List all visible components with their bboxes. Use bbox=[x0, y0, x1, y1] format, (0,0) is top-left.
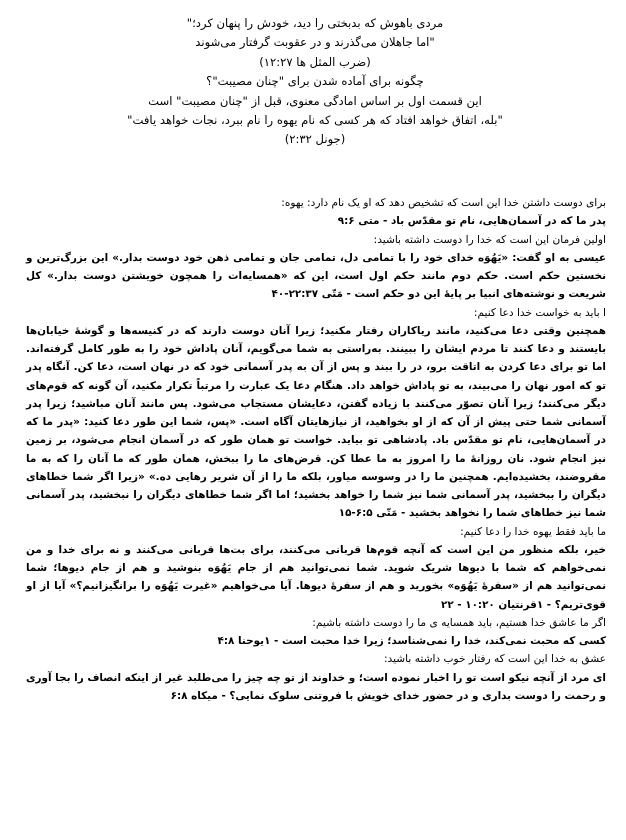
header-line: "بله، اتفاق خواهد افتاد که هر کسی که نام یهوه را نام ببرد، نجات خواهد یافت" bbox=[127, 113, 503, 128]
header-line: چگونه برای آماده شدن برای "چنان مصیبت"؟ bbox=[206, 74, 424, 89]
section-label: ا باید به خواست خدا دعا کنیم: bbox=[473, 306, 606, 319]
header-line: این قسمت اول بر اساس امادگی معنوی، قبل از "چنان مصیبت" است bbox=[148, 93, 482, 108]
scripture-paragraph: عیسی به او گفت: «یَهُوَه خدای خود را با تمامی دل، تمامی جان و تمامی ذهن خود دوست بدار.» این بزرگ‌ترین و نخستین حکم است. حکم دوم مانند حکم اول است، این که «همسایه‌ات را همچون خویشتن دوست بدار.» کل شریعت و نوشته‌های انبیا بر پایهٔ این دو حکم است - مَتّی ۲۲:۳۷-۴۰ bbox=[26, 251, 606, 301]
header-block bbox=[105, 14, 525, 150]
header-line: "اما جاهلان می‌گذرند و در عقوبت گرفتار می‌شوند bbox=[195, 35, 435, 50]
header-line: (جونل ۲:۳۲) bbox=[284, 132, 346, 147]
scripture-paragraph: خیر، بلکه منظور من این است که آنچه قوم‌ها قربانی می‌کنند، برای بت‌ها قربانی می‌کنند و نه برای خدا و من نمی‌خواهم که شما با دیوها شریک شوید. شما نمی‌توانید هم از جام یَهُوَه بنوشید و هم از جام دیوها؛ شما نمی‌توانید هم از «سفرهٔ یَهُوَه» بخورید و هم از سفرهٔ دیوها. آیا می‌خواهیم «غیرت یَهُوَه را برانگیزانیم؟» آیا از او قوی‌تریم؟ - ۱قرنتیان ۱۰:۲۰ - ۲۲ bbox=[26, 543, 606, 611]
header-line: (ضرب المثل ها ۱۲:۲۷) bbox=[259, 54, 371, 69]
scripture-paragraph: همچنین وقتی دعا می‌کنید، مانند ریاکاران رفتار مکنید؛ زیرا آنان دوست دارند که در کنیسه‌ها و گوشهٔ خیابان‌ها بایستند و دعا کنند تا مردم ایشان را ببینند. به‌راستی به شما می‌گویم، آنان پاداش خود را به طور کامل گرفته‌اند. اما تو برای دعا کردن به اتاقت برو، در را ببند و پس از آن به پدر آسمانی خود که در نهان است، دعا کن. آنگاه پدر تو که امور نهان را می‌بیند، به تو پاداش خواهد داد. هنگام دعا یک عبارت را مرتباً تکرار مکنید، آن گونه که قوم‌های دیگر می‌کنند؛ زیرا آنان تصوّر می‌کنند با زیاده گفتن، دعایشان مستجاب می‌شود. پس مانند آنان مباشید؛ زیرا پدر آسمانی شما حتی پیش از آن که از او بخواهید، از نیازهایتان آگاه است. «پس، شما این طور دعا کنید: «پدر ما که در آسمان‌هایی، نام تو مقدّس باد. پادشاهی تو بیاید. خواست تو همان طور که در آسمان انجام می‌شود، بر زمین نیز انجام شود. نان روزانهٔ ما را امروز به ما عطا کن. قرض‌های ما را ببخش، همان طور که ما آنان را که به ما مقروضند، بخشیده‌ایم. همچنین ما را در وسوسه میاور، بلکه ما را از آن شریر رهایی ده.» «زیرا اگر شما خطاهای دیگران را ببخشید، پدر آسمانی شما نیز شما را خواهد بخشید؛ اما اگر شما خطاهای دیگران را نبخشید، پدر آسمانی شما نیز خطاهای شما را نخواهد بخشید - مَتّی ۶:۵-۱۵ bbox=[26, 324, 606, 520]
body-text bbox=[26, 194, 606, 705]
section-label: برای دوست داشتن خدا این است که تشخیص دهد که او یک نام دارد: یهوه: bbox=[281, 197, 606, 209]
section-label: اگر ما عاشق خدا هستیم، باید همسایه ی ما را دوست داشته باشیم: bbox=[312, 616, 606, 629]
section-label: ما باید فقط یهوه خدا را دعا کنیم: bbox=[460, 525, 606, 538]
header-line: مردی باهوش که بدبختی را دید، خودش را پنهان کرد؛" bbox=[186, 16, 444, 30]
section-label: عشق به خدا این است که رفتار خوب داشته باشید: bbox=[383, 653, 606, 666]
section-label: اولین فرمان این است که خدا را دوست داشته باشید: bbox=[373, 233, 606, 246]
scripture-paragraph: کسی که محبت نمی‌کند، خدا را نمی‌شناسد؛ زیرا خدا محبت است - ۱یوحنا ۴:۸ bbox=[217, 635, 606, 647]
scripture-paragraph: ای مرد از آنچه نیکو است تو را اخبار نموده است؛ و خداوند از تو چه چیز را می‌طلبد غیر از اینکه انصاف را بجا آوری و رحمت را دوست بداری و در حضور خدای خویش با فروتنی سلوک نمایی؟ - میکاه ۶:۸ bbox=[26, 671, 606, 702]
scripture-paragraph: پدر ما که در آسمان‌هایی، نام تو مقدّس باد - متی ۹:۶ bbox=[337, 215, 606, 228]
